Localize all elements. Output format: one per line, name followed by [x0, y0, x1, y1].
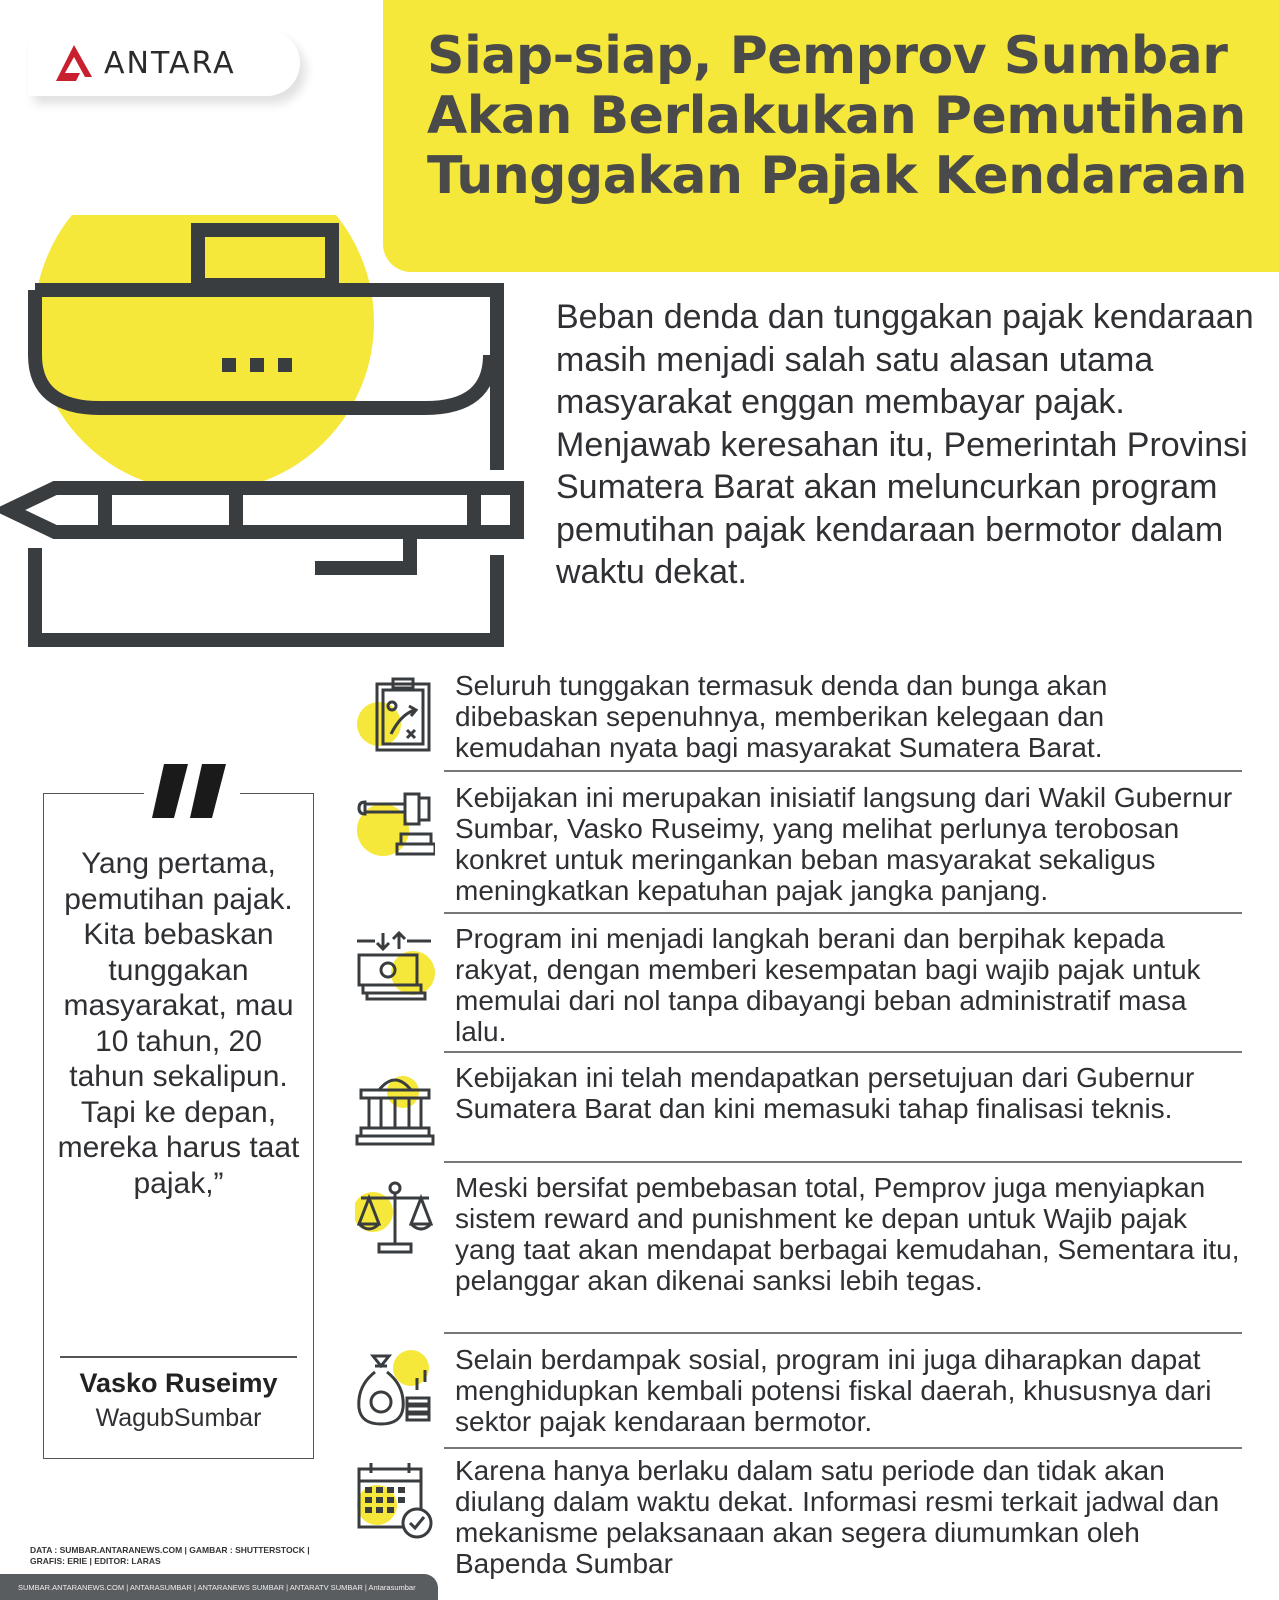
antara-logo: [28, 30, 300, 96]
quotation-mark-icon: [144, 758, 240, 824]
intro-paragraph: Beban denda dan tunggakan pajak kendaraan masih menjadi salah satu alasan utama masyarakat enggan membayar pajak. Menjawab keresahan itu, Pemerintah Provinsi Sumatera Barat akan meluncurkan program pemutihan pajak kendaraan bermotor dalam waktu dekat.: [556, 298, 1254, 591]
money-bag-icon: [355, 1350, 435, 1430]
point-divider: [444, 1447, 1242, 1449]
point-divider: [444, 912, 1242, 914]
quote-divider: [60, 1356, 297, 1358]
point-divider: [444, 770, 1242, 772]
government-building-icon: [355, 1068, 435, 1148]
point-divider: [444, 1051, 1242, 1053]
page-title: Siap-siap, Pemprov Sumbar Akan Berlakukan Pemutihan Tunggakan Pajak Kendaraan: [427, 26, 1247, 206]
money-transfer-icon: [355, 929, 435, 1009]
point-text: Kebijakan ini merupakan inisiatif langsung dari Wakil Gubernur Sumbar, Vasko Ruseimy, yang melihat perlunya terobosan konkret untuk meringankan beban masyarakat sekaligus meningkatkan kepatuhan pajak jangka panjang.: [455, 782, 1233, 906]
point-divider: [444, 1332, 1242, 1334]
point-text: Program ini menjadi langkah berani dan berpihak kepada rakyat, dengan memberi kesempatan bagi wajib pajak untuk memulai dari nol tanpa dibayangi beban administratif masa lalu.: [455, 923, 1201, 1047]
point-text: Selain berdampak sosial, program ini juga diharapkan dapat menghidupkan kembali potensi fiskal daerah, khususnya dari sektor pajak kendaraan bermotor.: [455, 1344, 1212, 1437]
footer-social-bar: [0, 1574, 438, 1600]
quote-text: Yang pertama, pemutihan pajak. Kita bebaskan tunggakan masyarakat, mau 10 tahun, 20 tahun sekalipun. Tapi ke depan, mereka harus taat pajak,”: [57, 847, 300, 1200]
briefcase-pen-illustration: [0, 215, 540, 655]
point-text: Meski bersifat pembebasan total, Pemprov juga menyiapkan sistem reward and punishment ke depan untuk Wajib pajak yang taat akan mendapat berbagai kemudahan, Sementara itu, pelanggar akan dikenai sanksi lebih tegas.: [455, 1172, 1240, 1296]
balance-scale-icon: [355, 1178, 435, 1258]
footer-social-links: SUMBAR.ANTARANEWS.COM | ANTARASUMBAR | ANTARANEWS SUMBAR | ANTARATV SUMBAR | Antarasumbar: [18, 1582, 416, 1592]
strategy-clipboard-icon: [355, 676, 435, 756]
antara-logo-mark-icon: [52, 43, 96, 83]
quote-speaker-role: WagubSumbar: [95, 1404, 262, 1432]
credits: [30, 1545, 310, 1567]
point-text: Karena hanya berlaku dalam satu periode dan tidak akan diulang dalam waktu dekat. Informasi resmi terkait jadwal dan mekanisme pelaksanaan akan segera diumumkan oleh Bapenda Sumbar: [455, 1455, 1220, 1579]
gavel-icon: [355, 788, 435, 868]
credits-line-2: GRAFIS: ERIE | EDITOR: LARAS: [30, 1556, 161, 1566]
point-text: Kebijakan ini telah mendapatkan persetujuan dari Gubernur Sumatera Barat dan kini memasuki tahap finalisasi teknis.: [455, 1062, 1195, 1124]
credits-line-1: DATA : SUMBAR.ANTARANEWS.COM | GAMBAR : SHUTTERSTOCK |: [30, 1545, 310, 1555]
logo-wordmark: ANTARA: [104, 45, 236, 81]
calendar-check-icon: [355, 1461, 435, 1541]
point-divider: [444, 1161, 1242, 1163]
quote-box: [43, 793, 314, 1459]
quote-speaker: Vasko Ruseimy: [79, 1368, 278, 1398]
point-text: Seluruh tunggakan termasuk denda dan bunga akan dibebaskan sepenuhnya, memberikan kelegaan dan kemudahan nyata bagi masyarakat Sumatera Barat.: [455, 670, 1108, 763]
